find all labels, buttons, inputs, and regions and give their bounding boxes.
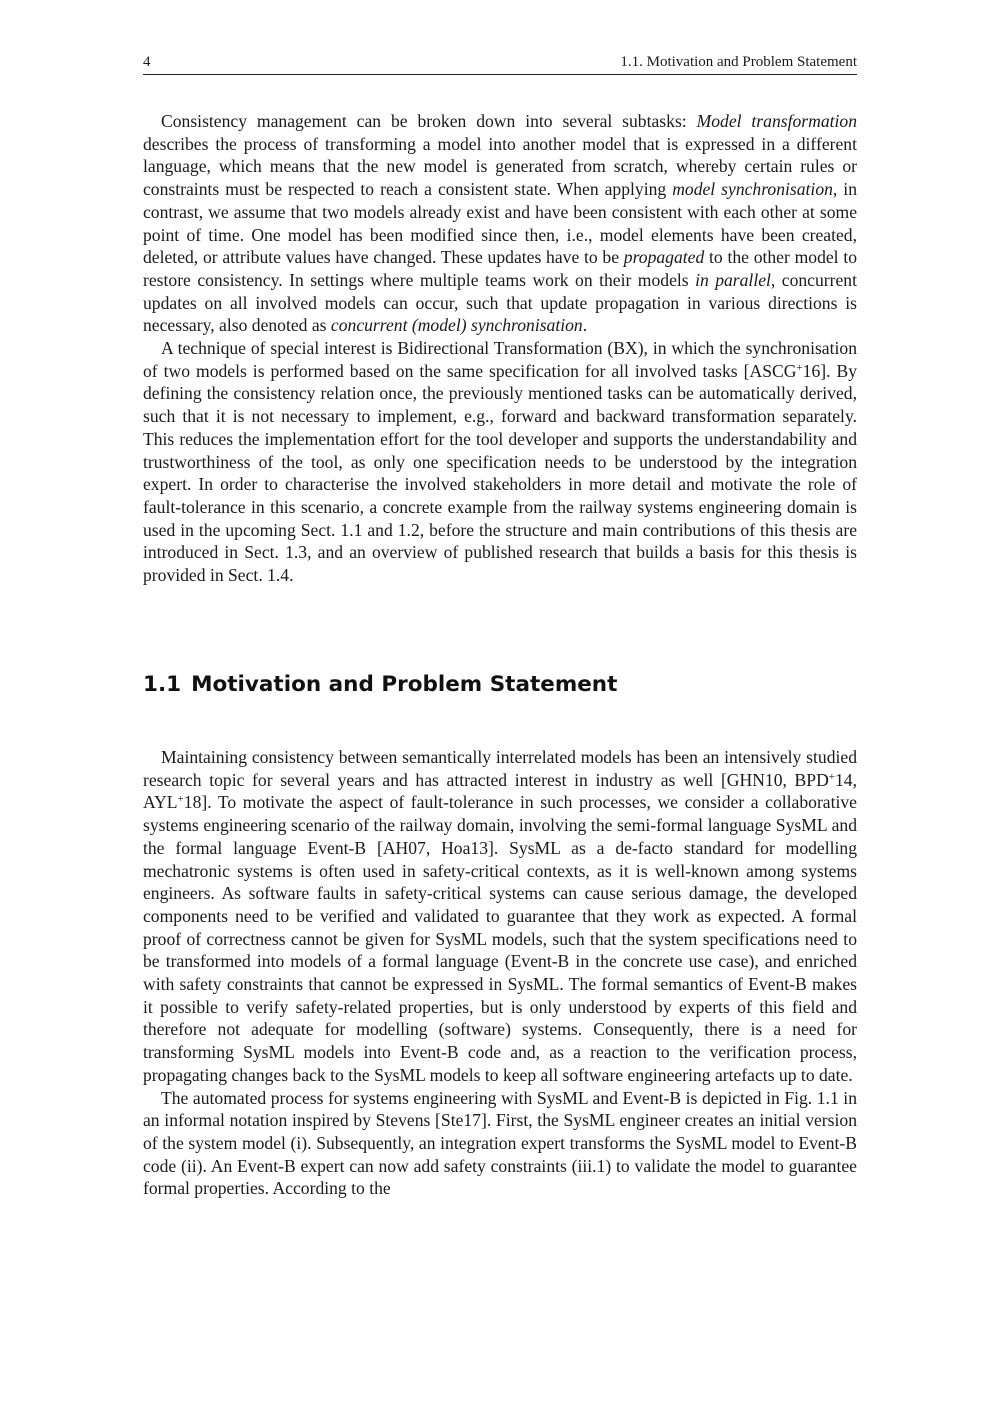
paragraph [143,1087,857,1201]
emphasis-model-synchronisation: model synchronisation [672,179,833,200]
emphasis-model-transformation: Model transformation [696,111,857,131]
citation-superscript: + [177,793,184,806]
text-run: , concurrent updates on all involved models can occur, such that update propagation in various directions is necessary, also denoted as [143,269,857,336]
emphasis-concurrent-synchronisation: concurrent (model) synchronisation [330,315,583,336]
emphasis-in-parallel: in parallel [695,269,771,290]
paragraph [143,110,857,337]
motivation-text [143,746,857,1200]
section-heading [143,672,857,697]
section-number: 1.1 [143,672,182,697]
emphasis-propagated: propagated [623,247,705,268]
running-title: 1.1. Motivation and Problem Statement [620,54,857,70]
text-run: , in contrast, we assume that two models already exist and have been consistent with each other at some point of time. One model has been modified since then, i.e., model elements have been created, deleted, or attribute values have changed. These updates have to be [143,179,857,268]
text-run: 16]. By defining the consistency relation once, the previously mentioned tasks can be automatically derived, such that it is not necessary to implement, e.g., forward and backward transformation separately. This reduces the implementation effort for the tool developer and supports the understandability and trustworthiness of the tool, as only one specification needs to be understood by the integration expert. In order to characterise the involved stakeholders in more detail and motivate the role of fault-tolerance in this scenario, a concrete example from the railway systems engineering domain is used in the upcoming Sect. 1.1 and 1.2, before the structure and main contributions of this thesis are introduced in Sect. 1.3, and an overview of published research that builds a basis for this thesis is provided in Sect. 1.4. [143,360,858,586]
paragraph [143,337,857,587]
running-header [143,54,857,75]
page-number: 4 [143,54,151,70]
text-run: A technique of special interest is Bidirectional Transformation (BX), in which the synchronisation of two models is performed based on the same specification for all involved tasks [ASCG [143,338,857,381]
text-run: 14, AYL [143,769,857,813]
text-run: Consistency management can be broken down into several subtasks: [161,111,697,131]
intro-text [143,110,857,587]
text-run: describes the process of transforming a model into another model that is expressed in a different language, which means that the new model is generated from scratch, whereby certain rules or constraints must be respected to reach a consistent state. When applying [143,133,857,200]
text-run: 18]. To motivate the aspect of fault-tolerance in such processes, we consider a collaborative systems engineering scenario of the railway domain, involving the semi-formal language SysML and the formal language Event-B [AH07, Hoa13]. SysML as a de-facto standard for modelling mechatronic systems is often used in safety-critical contexts, as it is well-known among systems engineers. As software faults in safety-critical systems can cause serious damage, the developed components need to be verified and validated to guarantee that they work as expected. A formal proof of correctness cannot be given for SysML models, such that the system specifications need to be transformed into models of a formal language (Event-B in the concrete use case), and enriched with safety constraints that cannot be expressed in SysML. The formal semantics of Event-B makes it possible to verify safety-related properties, but is only understood by experts of this field and therefore not adequate for modelling (software) systems. Consequently, there is a need for transforming SysML models into Event-B code and, as a reaction to the verification process, propagating changes back to the SysML models to keep all software engineering artefacts up to date. [143,792,857,1085]
text-run: Maintaining consistency between semantically interrelated models has been an intensively studied research topic for several years and has attracted interest in industry as well [GHN10, BPD [143,747,857,790]
section-title: Motivation and Problem Statement [191,672,618,697]
citation-superscript: + [796,361,803,374]
text-run: to the other model to restore consistency. In settings where multiple teams work on their models [143,247,858,290]
text-run: . [582,315,588,336]
citation-superscript: + [828,770,835,783]
paragraph [143,746,857,1087]
text-run: The automated process for systems engineering with SysML and Event-B is depicted in Fig. 1.1 in an informal notation inspired by Stevens [Ste17]. First, the SysML engineer creates an initial version of the system model (i). Subsequently, an integration expert transforms the SysML model to Event-B code (ii). An Event-B expert can now add safety constraints (iii.1) to validate the model to guarantee formal properties. According to the [143,1087,857,1199]
